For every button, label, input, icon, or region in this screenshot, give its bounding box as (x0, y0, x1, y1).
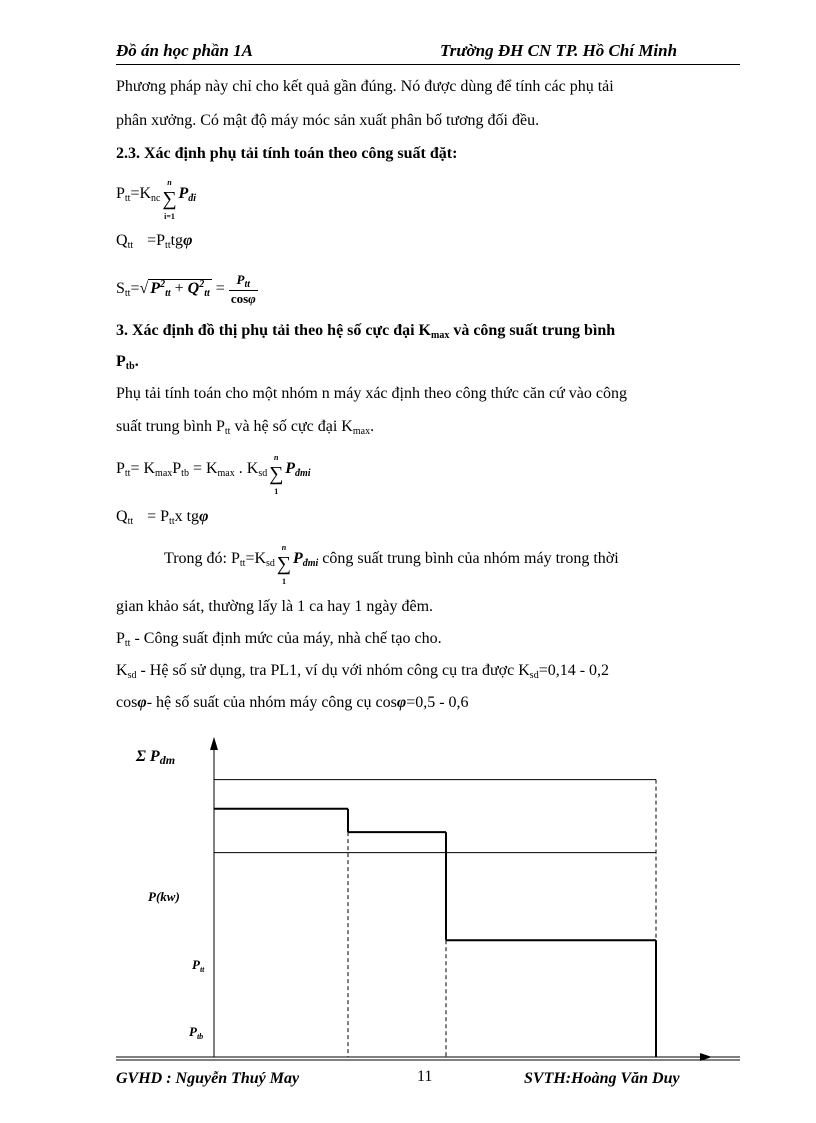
section-3-heading: 3. Xác định đồ thị phụ tải theo hệ số cực đại $K_{max}$ và công suất trung bình (116, 322, 616, 341)
y-label-ptb: $P_{tb}$ (189, 1024, 204, 1041)
page-number: 11 (417, 1068, 433, 1085)
section-3-para-1: Phụ tải tính toán cho một nhóm n máy xác định theo công thức căn cứ vào công (116, 385, 628, 402)
intro-line-1: Phương pháp này chỉ cho kết quả gần đúng. Nó được dùng để tính các phụ tải (116, 78, 614, 95)
y-axis-arrow (210, 737, 218, 750)
footer-right: SVTH:Hoàng Văn Duy (524, 1070, 680, 1087)
section-2-3-heading: 2.3. Xác định phụ tải tính toán theo công suất đặt: (116, 145, 458, 162)
formula-qtt-2: $Q_{tt} = P_{tt}x$ tgφ (116, 508, 209, 527)
sum-symbol: n ∑ 1 (276, 543, 292, 586)
phi-symbol: φ (199, 508, 209, 525)
where-line: Trong đó: $P_{tt}=K_{sd}$ n ∑ 1 $P_{đmi}$ công suất trung bình của nhóm máy trong thời (164, 543, 619, 586)
definition-cos: cosφ- hệ số suất của nhóm máy công cụ cosφ=0,5 - 0,6 (116, 694, 469, 711)
header-right: Trường ĐH CN TP. Hồ Chí Minh (440, 41, 678, 60)
definition-ptt: $P_{tt}$ - Công suất định mức của máy, nhà chế tạo cho. (116, 630, 442, 649)
footer-left: GVHD : Nguyễn Thuý May (116, 1070, 300, 1087)
formula-qtt: $Q_{tt} =P_{tt}tg\varphi$ (116, 232, 193, 251)
intro-line-2: phân xưởng. Có mật độ máy móc sản xuất phân bố tương đối đều. (116, 112, 540, 129)
section-3-para-2: suất trung bình $P_{tt}$ và hệ số cực đại $K_{max}$. (116, 418, 375, 437)
y-label-sum-pdm: Σ $P_{dm}$ (136, 748, 176, 767)
phi-symbol: φ (183, 232, 193, 249)
where-line-2: gian khảo sát, thường lấy là 1 ca hay 1 ngày đêm. (116, 598, 434, 615)
section-3-heading-cont: $P_{tb}$. (116, 353, 139, 372)
formula-stt: $S_{tt}=√$ $P^2_{tt} + Q^2_{tt}$ = $\frac{P_{tt}}{\cos\varphi}$ (116, 272, 256, 306)
sum-symbol: n ∑ 1 (269, 453, 284, 496)
formula-ptt-nc: $P_{tt}=K_{nc}$ n ∑ i=1 $P_{đi}$ (116, 178, 197, 221)
header-left: Đồ án học phần 1A (116, 41, 253, 60)
y-label-pkw: P(kw) (148, 889, 180, 904)
sum-symbol: n ∑ i=1 (162, 178, 177, 221)
fraction: $\frac{P_{tt}}{\cos\varphi}$ (230, 272, 256, 306)
y-label-ptt: $P_{tt}$ (192, 957, 205, 974)
definition-ksd: $K_{sd}$ - Hệ số sử dụng, tra PL1, ví dụ với nhóm công cụ tra được $K_{sd}=0,14 - 0,2$ (116, 662, 610, 681)
formula-ptt-kmax: $P_{tt}= K_{max}P_{tb} = K_{max}$ . $K_{sd}$ n ∑ 1 $P_{đmi}$ (116, 453, 311, 496)
